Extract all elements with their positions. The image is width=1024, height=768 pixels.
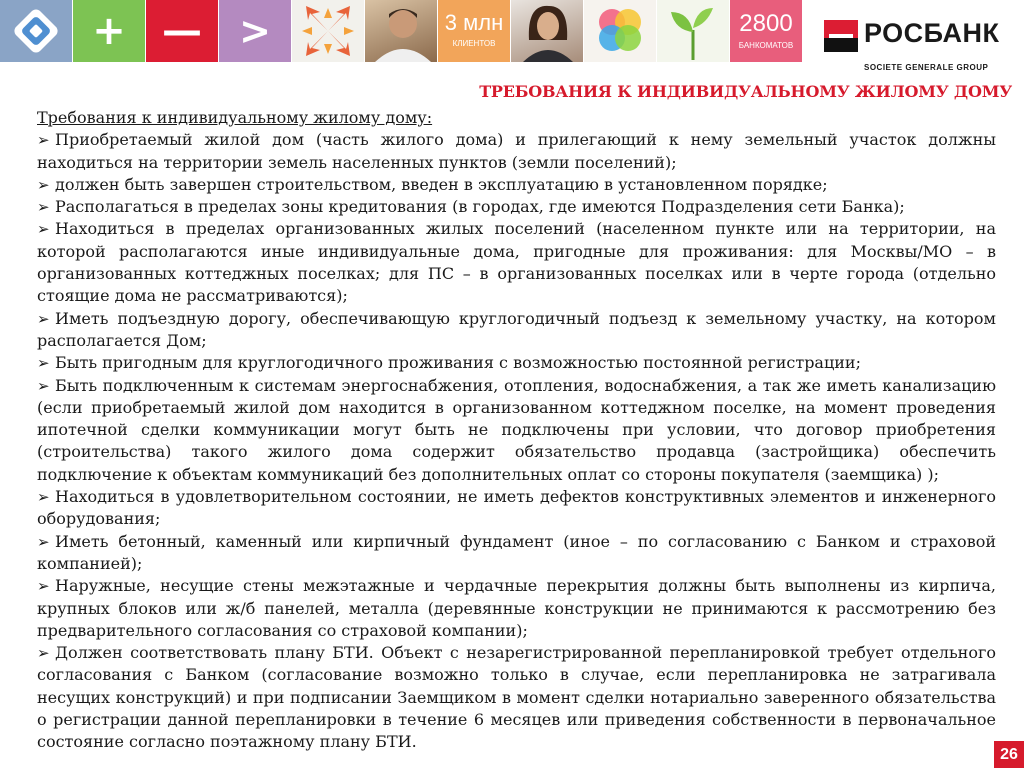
chevron-right-icon: > [239,9,271,53]
bullet-arrow-icon: ➢ [37,220,50,239]
bullet-arrow-icon: ➢ [37,354,50,373]
sprout-tile [657,0,729,62]
list-item [37,129,996,174]
list-item-text: должен быть завершен строительством, введен в эксплуатацию в установленном порядке; [55,174,828,194]
bullet-arrow-icon: ➢ [37,175,50,194]
bullet-arrow-icon: ➢ [37,532,50,551]
diamond-logo-icon [0,0,72,62]
logo-tile [0,0,72,62]
atms-count: 2800 [739,10,793,37]
list-item [37,352,996,374]
list-item [37,486,996,531]
list-item [37,531,996,576]
plus-tile [73,0,145,62]
woman-photo-tile [511,0,583,62]
logo-name: РОСБАНК [864,18,1000,48]
page-number-badge: 26 [994,741,1024,768]
arrow-tile [219,0,291,62]
converging-arrows-icon [292,0,364,62]
bullet-arrow-icon: ➢ [37,577,50,596]
bullet-arrow-icon: ➢ [37,131,50,150]
clients-label: КЛИЕНТОВ [452,39,496,48]
arrows-tile [292,0,364,62]
list-item [37,174,996,196]
page-title: ТРЕБОВАНИЯ К ИНДИВИДУАЛЬНОМУ ЖИЛОМУ ДОМУ [479,82,1012,101]
list-item [37,196,996,218]
list-item-text: Находиться в удовлетворительном состоянии, не иметь дефектов конструктивных элементов и инженерного оборудования; [37,487,996,529]
man-photo-tile [365,0,437,62]
list-item-text: Быть пригодным для круглогодичного проживания с возможностью постоянной регистрации; [55,353,861,373]
bullet-arrow-icon: ➢ [37,488,50,507]
list-item-text: Иметь подъездную дорогу, обеспечивающую круглогодичный подъезд к земельному участку, на котором располагается Дом; [37,308,996,350]
rosbank-mark-icon [824,20,858,52]
atms-tile [730,0,802,62]
bullet-arrow-icon: ➢ [37,198,50,217]
list-item-text: Должен соответствовать плану БТИ. Объект с незарегистрированной перепланировкой требует отдельного согласования с Банком (согласование возможно только в случае, если перепланировка не затрагивала несущих конструкций) и при подписании Заемщиком в момент сделки нотариально заверенного обязательства о регистрации данной перепланировки в течение 6 месяцев или приведения собственности в первоначальное состояние согласно поэтажному плану БТИ. [37,643,996,752]
rosbank-logo [820,14,1010,74]
list-item-text: Иметь бетонный, каменный или кирпичный фундамент (иное – по согласованию с Банком и страховой компанией); [37,531,996,573]
list-item [37,375,996,486]
list-item-text: Наружные, несущие стены межэтажные и чердачные перекрытия должны быть выполнены из кирпича, крупных блоков или ж/б панелей, металла (деревянные конструкции не принимаются к рассмотрению без предварительного согласования со страховой компании); [37,576,996,640]
list-item [37,642,996,753]
bullet-arrow-icon: ➢ [37,644,50,663]
logo-subtitle: SOCIETE GENERALE GROUP [864,63,989,72]
requirements-heading: Требования к индивидуальному жилому дому: [37,108,433,127]
minus-tile [146,0,218,62]
list-item [37,575,996,642]
list-item-text: Располагаться в пределах зоны кредитования (в городах, где имеются Подразделения сети Банка); [55,197,905,217]
header-banner [0,0,810,62]
requirements-content [37,107,996,754]
woman-photo [511,0,583,62]
bullet-arrow-icon: ➢ [37,309,50,328]
man-photo [365,0,437,62]
list-item [37,308,996,353]
minus-icon: — [162,8,202,54]
atms-label: БАНКОМАТОВ [738,41,794,50]
clients-count: 3 млн [444,10,504,35]
color-circles-icon [584,0,656,62]
clients-tile [438,0,510,62]
list-item-text: Находиться в пределах организованных жилых поселений (населенном пункте или на территории, на которой располагаются иные индивидуальные дома, пригодные для проживания: для Москвы/МО – в организованных коттеджных поселках; для ПС – в организованных поселках или в черте города (отдельно стоящие дома не рассматриваются); [37,219,996,306]
bullet-arrow-icon: ➢ [37,376,50,395]
circles-tile [584,0,656,62]
list-item [37,218,996,307]
list-item-text: Приобретаемый жилой дом (часть жилого дома) и прилегающий к нему земельный участок должны находиться на территории земель населенных пунктов (земли поселений); [37,130,996,172]
plus-icon: + [92,8,126,54]
sprout-icon [657,0,729,62]
list-item-text: Быть подключенным к системам энергоснабжения, отопления, водоснабжения, а так же иметь канализацию (если приобретаемый жилой дом находится в организованном коттеджном поселке, на момент проведения ипотечной сделки коммуникации могут быть не подключены при условии, что договор приобретения (строительства) такого жилого дома содержит обязательство продавца (застройщика) обеспечить подключение к объектам коммуникаций без дополнительных оплат со стороны покупателя (заемщика) ); [37,375,996,484]
